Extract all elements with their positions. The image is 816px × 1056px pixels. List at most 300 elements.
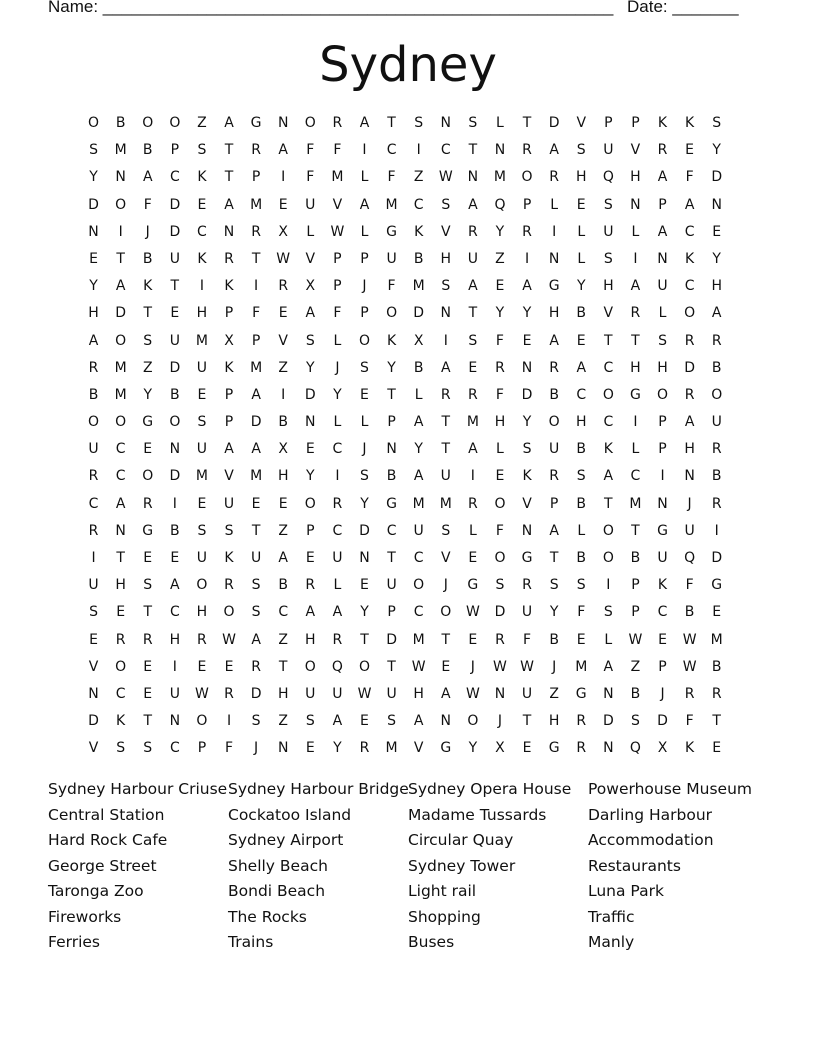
grid-letter: H xyxy=(88,305,99,322)
grid-letter: N xyxy=(386,441,397,458)
grid-letter: K xyxy=(657,115,668,131)
grid-letter: L xyxy=(333,577,342,594)
grid-letter: R xyxy=(88,522,99,539)
word-list-item: George Street xyxy=(48,856,157,875)
grid-letter: O xyxy=(413,577,425,594)
grid-letter: W xyxy=(520,658,534,675)
grid-letter: Z xyxy=(142,359,153,376)
grid-letter: I xyxy=(281,169,286,186)
grid-letter: S xyxy=(468,332,478,349)
grid-row xyxy=(80,273,740,300)
grid-letter: R xyxy=(224,250,234,267)
grid-letter: A xyxy=(576,359,587,376)
grid-letter: C xyxy=(630,468,641,485)
word-list-item: Shelly Beach xyxy=(228,856,328,875)
grid-letter: S xyxy=(251,577,261,594)
grid-letter: H xyxy=(603,278,614,295)
grid-letter: Z xyxy=(549,685,559,702)
grid-letter: J xyxy=(254,740,259,757)
grid-letter: A xyxy=(142,169,153,186)
grid-letter: M xyxy=(250,196,263,213)
grid-letter: Y xyxy=(89,169,98,186)
grid-letter: S xyxy=(549,577,559,594)
grid-letter: G xyxy=(142,522,154,539)
grid-letter: E xyxy=(685,142,695,159)
grid-letter: J xyxy=(470,658,475,675)
grid-letter: S xyxy=(251,604,261,621)
grid-letter: R xyxy=(467,386,478,403)
grid-letter: L xyxy=(577,250,586,267)
grid-letter: O xyxy=(223,604,235,621)
grid-letter: L xyxy=(360,169,369,186)
grid-letter: N xyxy=(711,196,722,213)
grid-letter: H xyxy=(196,604,208,621)
word-search-grid xyxy=(80,110,740,763)
grid-letter: P xyxy=(170,142,180,159)
grid-letter: U xyxy=(386,577,397,594)
grid-letter: A xyxy=(603,468,614,485)
grid-letter: G xyxy=(386,223,397,240)
grid-row xyxy=(80,491,740,518)
grid-letter: Z xyxy=(413,169,424,186)
grid-letter: S xyxy=(251,713,261,730)
grid-letter: L xyxy=(577,522,586,539)
grid-letter: N xyxy=(115,522,126,539)
grid-letter: N xyxy=(684,468,695,485)
grid-letter: R xyxy=(88,468,99,485)
grid-letter: R xyxy=(440,386,451,403)
grid-letter: U xyxy=(88,441,99,458)
grid-letter: C xyxy=(657,604,668,621)
grid-letter: E xyxy=(468,631,478,648)
grid-letter: O xyxy=(115,196,127,213)
grid-letter: M xyxy=(629,495,642,512)
grid-letter: S xyxy=(441,522,451,539)
grid-letter: M xyxy=(114,359,127,376)
grid-letter: G xyxy=(440,740,452,757)
grid-letter: I xyxy=(254,278,259,295)
grid-letter: D xyxy=(169,359,181,376)
grid-letter: A xyxy=(440,359,451,376)
grid-letter: A xyxy=(684,196,695,213)
grid-letter: A xyxy=(711,305,722,322)
grid-row xyxy=(80,219,740,246)
grid-letter: B xyxy=(170,522,180,539)
grid-letter: U xyxy=(88,577,99,594)
grid-letter: D xyxy=(115,305,127,322)
grid-letter: D xyxy=(521,386,533,403)
grid-letter: D xyxy=(548,115,560,131)
grid-letter: S xyxy=(576,142,586,159)
word-list-item: Restaurants xyxy=(588,856,681,875)
grid-letter: N xyxy=(548,250,560,267)
grid-letter: Q xyxy=(602,169,614,186)
grid-letter: U xyxy=(603,142,614,159)
grid-letter: R xyxy=(549,359,559,376)
grid-letter: I xyxy=(633,414,638,431)
word-list-item: Sydney Tower xyxy=(408,856,516,875)
grid-letter: A xyxy=(657,223,668,240)
grid-letter: N xyxy=(630,196,641,213)
grid-letter: S xyxy=(658,332,667,349)
grid-letter: B xyxy=(711,468,722,485)
grid-letter: B xyxy=(115,115,126,131)
grid-letter: N xyxy=(305,414,316,431)
grid-letter: N xyxy=(440,713,451,730)
grid-letter: X xyxy=(495,740,505,757)
grid-letter: N xyxy=(277,115,289,131)
grid-letter: E xyxy=(712,223,722,240)
grid-letter: I xyxy=(118,223,123,240)
word-list-item: The Rocks xyxy=(228,907,307,926)
grid-letter: B xyxy=(630,550,641,566)
grid-letter: A xyxy=(630,278,641,295)
grid-letter: M xyxy=(114,386,127,403)
grid-letter: B xyxy=(413,359,424,376)
grid-letter: Z xyxy=(495,250,505,267)
grid-letter: O xyxy=(169,115,181,131)
grid-row xyxy=(80,708,740,735)
grid-letter: K xyxy=(414,223,424,240)
grid-letter: R xyxy=(224,577,234,594)
grid-letter: E xyxy=(658,631,667,648)
grid-letter: Y xyxy=(522,414,532,431)
grid-letter: G xyxy=(711,577,723,594)
grid-letter: M xyxy=(114,142,127,159)
grid-letter: C xyxy=(115,685,126,702)
grid-letter: O xyxy=(88,414,100,431)
grid-letter: R xyxy=(359,740,370,757)
grid-letter: B xyxy=(142,142,153,159)
grid-letter: N xyxy=(603,740,614,757)
grid-letter: E xyxy=(360,577,369,594)
grid-letter: R xyxy=(332,115,343,131)
grid-letter: B xyxy=(576,550,587,566)
grid-letter: N xyxy=(169,713,181,730)
grid-letter: K xyxy=(386,332,397,349)
grid-letter: T xyxy=(224,169,234,186)
grid-letter: E xyxy=(197,658,207,675)
grid-letter: K xyxy=(143,278,153,295)
grid-letter: I xyxy=(633,250,638,267)
grid-letter: U xyxy=(169,250,180,267)
grid-letter: F xyxy=(577,604,586,621)
grid-letter: N xyxy=(169,441,181,458)
grid-letter: X xyxy=(278,223,288,240)
grid-letter: O xyxy=(304,658,316,675)
grid-letter: D xyxy=(169,196,181,213)
grid-letter: P xyxy=(360,250,369,267)
grid-letter: C xyxy=(332,522,343,539)
grid-letter: Y xyxy=(495,223,505,240)
grid-letter: O xyxy=(169,414,181,431)
grid-letter: E xyxy=(576,332,586,349)
grid-letter: L xyxy=(604,631,613,648)
grid-letter: U xyxy=(603,223,614,240)
grid-letter: R xyxy=(142,495,153,512)
grid-letter: O xyxy=(467,713,479,730)
grid-letter: K xyxy=(685,115,695,131)
grid-letter: F xyxy=(306,142,315,159)
grid-letter: L xyxy=(631,441,640,458)
grid-letter: U xyxy=(196,441,208,458)
grid-letter: L xyxy=(333,332,342,349)
grid-letter: I xyxy=(281,386,286,403)
grid-letter: M xyxy=(575,658,588,675)
grid-letter: L xyxy=(496,115,504,131)
grid-letter: M xyxy=(250,468,263,485)
grid-letter: A xyxy=(522,278,532,295)
grid-row xyxy=(80,192,740,219)
grid-letter: A xyxy=(251,631,261,648)
grid-letter: R xyxy=(332,631,343,648)
grid-letter: L xyxy=(468,522,477,539)
grid-letter: N xyxy=(521,359,533,376)
grid-letter: B xyxy=(278,414,288,431)
grid-letter: I xyxy=(335,468,340,485)
word-list-item: Bondi Beach xyxy=(228,882,326,900)
grid-letter: U xyxy=(657,550,668,566)
grid-letter: P xyxy=(549,495,559,512)
grid-letter: P xyxy=(387,414,396,431)
grid-letter: E xyxy=(576,196,586,213)
grid-letter: R xyxy=(332,495,343,512)
grid-letter: R xyxy=(549,169,559,186)
grid-letter: E xyxy=(170,550,180,566)
grid-letter: S xyxy=(630,713,640,730)
grid-letter: B xyxy=(88,386,99,403)
grid-letter: W xyxy=(465,604,480,621)
grid-letter: E xyxy=(224,658,234,675)
grid-letter: I xyxy=(91,550,96,566)
grid-letter: D xyxy=(711,169,723,186)
grid-letter: N xyxy=(277,740,289,757)
grid-letter: F xyxy=(685,577,694,594)
grid-letter: C xyxy=(115,468,126,485)
grid-letter: S xyxy=(603,196,613,213)
word-list-item: Cockatoo Island xyxy=(228,805,352,824)
grid-letter: H xyxy=(277,685,289,702)
grid-letter: J xyxy=(335,359,340,376)
grid-letter: F xyxy=(495,386,504,403)
grid-letter: E xyxy=(305,550,315,566)
grid-letter: S xyxy=(89,604,98,621)
grid-letter: B xyxy=(576,495,587,512)
grid-letter: W xyxy=(682,658,697,675)
word-list-item: Darling Harbour xyxy=(588,805,713,824)
grid-letter: I xyxy=(606,577,611,594)
word-list-item: Ferries xyxy=(48,933,100,951)
word-list-item: Trains xyxy=(228,933,274,951)
grid-letter: T xyxy=(522,713,532,730)
grid-letter: R xyxy=(495,359,505,376)
grid-letter: I xyxy=(524,250,530,267)
grid-letter: D xyxy=(88,196,99,213)
grid-letter: E xyxy=(522,740,532,757)
grid-row xyxy=(80,654,740,681)
grid-letter: V xyxy=(305,250,316,267)
grid-letter: G xyxy=(142,414,154,431)
grid-letter: E xyxy=(468,359,478,376)
grid-letter: M xyxy=(439,495,452,512)
grid-letter: O xyxy=(386,305,398,322)
date-field-label: Date: _______ xyxy=(627,0,739,16)
grid-letter: S xyxy=(143,577,153,594)
grid-letter: A xyxy=(88,332,99,349)
grid-letter: S xyxy=(468,115,478,131)
grid-row xyxy=(80,382,740,409)
grid-letter: H xyxy=(277,468,289,485)
grid-letter: F xyxy=(333,142,342,159)
grid-letter: E xyxy=(495,278,505,295)
grid-letter: T xyxy=(143,713,153,730)
word-list-item: Sydney Airport xyxy=(228,831,344,849)
word-list-item: Sydney Harbour Criuse xyxy=(48,780,228,798)
grid-letter: U xyxy=(549,441,560,458)
page-title: Sydney xyxy=(319,37,497,93)
grid-letter: Y xyxy=(549,604,559,621)
grid-letter: H xyxy=(548,713,560,730)
word-list-item: Taronga Zoo xyxy=(48,882,144,900)
grid-letter: Y xyxy=(712,142,721,159)
grid-letter: T xyxy=(468,305,478,322)
grid-letter: E xyxy=(143,658,153,675)
grid-letter: W xyxy=(276,250,291,267)
grid-letter: V xyxy=(603,305,614,322)
grid-letter: T xyxy=(522,115,532,131)
grid-letter: K xyxy=(657,577,668,594)
grid-letter: Y xyxy=(712,250,721,267)
grid-row xyxy=(80,518,740,545)
word-list-item: Shopping xyxy=(408,907,481,926)
grid-letter: A xyxy=(603,658,614,675)
word-list-item: Sydney Opera House xyxy=(408,780,572,798)
grid-letter: N xyxy=(440,305,451,322)
grid-letter: E xyxy=(360,386,369,403)
grid-letter: E xyxy=(251,495,261,512)
grid-letter: K xyxy=(224,550,234,566)
word-list-item: Powerhouse Museum xyxy=(588,780,752,798)
grid-letter: R xyxy=(467,223,478,240)
grid-letter: P xyxy=(224,305,234,322)
grid-letter: R xyxy=(278,278,289,295)
grid-letter: Q xyxy=(684,550,696,566)
grid-letter: A xyxy=(115,278,126,295)
grid-letter: J xyxy=(660,685,665,702)
grid-letter: A xyxy=(278,550,288,566)
grid-letter: D xyxy=(88,713,99,730)
word-list-item: Fireworks xyxy=(48,907,122,926)
grid-letter: Z xyxy=(278,631,288,648)
grid-letter: A xyxy=(468,278,478,295)
grid-letter: I xyxy=(226,713,232,730)
grid-letter: P xyxy=(658,658,667,675)
grid-letter: S xyxy=(360,359,369,376)
grid-letter: P xyxy=(604,115,613,131)
grid-row xyxy=(80,735,740,762)
grid-letter: A xyxy=(305,604,316,621)
grid-letter: A xyxy=(115,495,126,512)
grid-letter: K xyxy=(685,250,695,267)
grid-letter: C xyxy=(413,604,424,621)
grid-letter: O xyxy=(115,658,127,675)
grid-letter: T xyxy=(387,550,396,566)
grid-letter: H xyxy=(196,305,208,322)
grid-letter: W xyxy=(682,631,697,648)
grid-letter: Y xyxy=(468,740,478,757)
grid-letter: Y xyxy=(576,278,586,295)
grid-letter: E xyxy=(197,386,207,403)
grid-letter: U xyxy=(521,604,533,621)
grid-letter: W xyxy=(438,169,453,186)
grid-letter: P xyxy=(251,169,261,186)
grid-letter: M xyxy=(250,359,263,376)
grid-letter: I xyxy=(416,142,421,159)
grid-letter: T xyxy=(278,658,288,675)
grid-letter: S xyxy=(387,713,397,730)
grid-letter: S xyxy=(360,468,369,485)
grid-letter: O xyxy=(548,414,560,431)
grid-letter: N xyxy=(359,550,370,566)
grid-letter: A xyxy=(251,386,261,403)
grid-row xyxy=(80,545,740,572)
grid-letter: N xyxy=(657,495,668,512)
grid-letter: D xyxy=(386,631,397,648)
grid-letter: A xyxy=(359,115,370,131)
grid-letter: I xyxy=(552,223,557,240)
grid-letter: U xyxy=(305,685,316,702)
grid-letter: W xyxy=(411,658,426,675)
grid-letter: A xyxy=(413,414,424,431)
grid-letter: C xyxy=(684,223,695,240)
grid-letter: T xyxy=(116,250,125,267)
grid-letter: G xyxy=(250,115,262,131)
grid-letter: L xyxy=(577,223,586,240)
grid-letter: Y xyxy=(414,441,423,458)
grid-letter: U xyxy=(305,196,316,213)
grid-letter: T xyxy=(387,658,396,675)
grid-letter: B xyxy=(684,604,695,621)
grid-letter: I xyxy=(443,332,448,349)
grid-letter: D xyxy=(494,604,506,621)
grid-letter: R xyxy=(251,142,261,159)
grid-letter: L xyxy=(360,223,369,240)
grid-row xyxy=(80,300,740,327)
grid-letter: T xyxy=(387,386,396,403)
grid-letter: S xyxy=(197,522,207,539)
grid-letter: X xyxy=(278,441,288,458)
grid-letter: P xyxy=(631,115,640,131)
grid-letter: R xyxy=(224,685,234,702)
grid-letter: R xyxy=(684,386,695,403)
grid-letter: R xyxy=(522,223,532,240)
grid-row xyxy=(80,328,740,355)
grid-letter: F xyxy=(306,169,315,186)
grid-letter: T xyxy=(549,550,559,566)
grid-letter: O xyxy=(142,115,154,131)
grid-letter: T xyxy=(631,332,640,349)
grid-letter: I xyxy=(470,468,475,485)
word-list-item: Luna Park xyxy=(588,882,664,900)
grid-letter: L xyxy=(496,441,504,458)
grid-letter: M xyxy=(385,740,398,757)
worksheet-header xyxy=(48,0,748,19)
grid-letter: J xyxy=(687,495,692,512)
grid-letter: E xyxy=(143,441,153,458)
grid-letter: G xyxy=(521,550,533,566)
grid-letter: X xyxy=(305,278,316,295)
grid-letter: R xyxy=(251,223,261,240)
